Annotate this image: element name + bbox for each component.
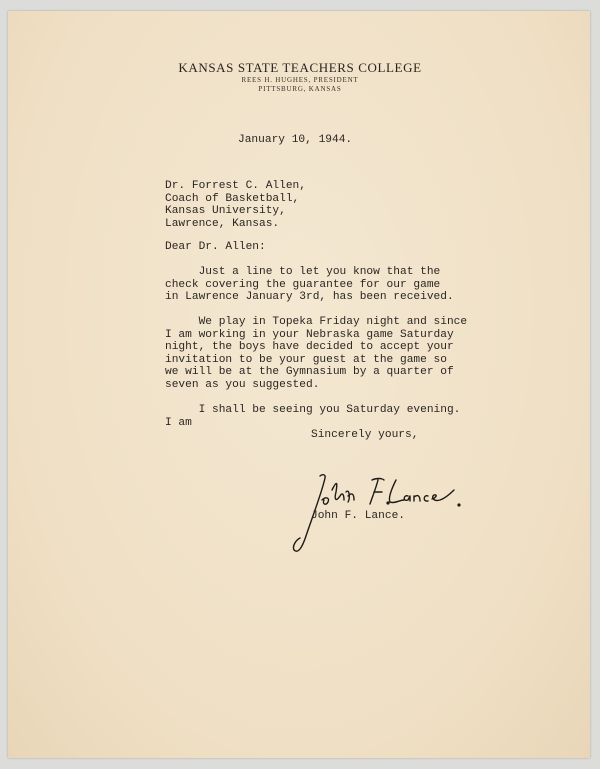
body-line: I shall be seeing you Saturday evening. bbox=[165, 404, 461, 416]
recipient-line: Kansas University, bbox=[165, 205, 286, 218]
body-line: Just a line to let you know that the bbox=[165, 266, 441, 278]
signature-stroke bbox=[424, 496, 428, 501]
signature-stroke bbox=[414, 496, 420, 501]
body-line: We play in Topeka Friday night and since bbox=[165, 316, 468, 328]
closing: Sincerely yours, bbox=[311, 429, 419, 441]
body-line: we will be at the Gymnasium by a quarter of bbox=[165, 366, 454, 379]
body-line: in Lawrence January 3rd, has been received. bbox=[165, 291, 454, 304]
letterhead-location: PITTSBURG, KANSAS bbox=[258, 85, 342, 93]
letterhead-president: REES H. HUGHES, PRESIDENT bbox=[241, 76, 359, 84]
body-line: I am bbox=[165, 416, 192, 429]
signature-stroke bbox=[332, 484, 344, 501]
recipient-line: Dr. Forrest C. Allen, bbox=[165, 180, 306, 192]
body-line: I am working in your Nebraska game Saturday bbox=[165, 328, 454, 341]
signature-stroke bbox=[370, 479, 384, 505]
signature-stroke bbox=[322, 498, 329, 504]
body-line: invitation to be your guest at the game so bbox=[165, 353, 447, 366]
body-line: night, the boys have decided to accept your bbox=[165, 341, 454, 354]
signature-stroke bbox=[346, 491, 354, 502]
letter-date: January 10, 1944. bbox=[238, 134, 353, 146]
body-line: check covering the guarantee for our game bbox=[165, 278, 441, 291]
signature-stroke bbox=[389, 480, 404, 503]
body-line: seven as you suggested. bbox=[165, 379, 320, 391]
signature-stroke bbox=[432, 490, 454, 500]
recipient-line: Coach of Basketball, bbox=[165, 192, 300, 205]
recipient-line: Lawrence, Kansas. bbox=[165, 217, 280, 230]
letterhead-institution: KANSAS STATE TEACHERS COLLEGE bbox=[178, 60, 422, 75]
salutation: Dear Dr. Allen: bbox=[165, 241, 266, 253]
signature-stroke bbox=[404, 496, 410, 501]
signer-name: John F. Lance. bbox=[311, 510, 405, 522]
